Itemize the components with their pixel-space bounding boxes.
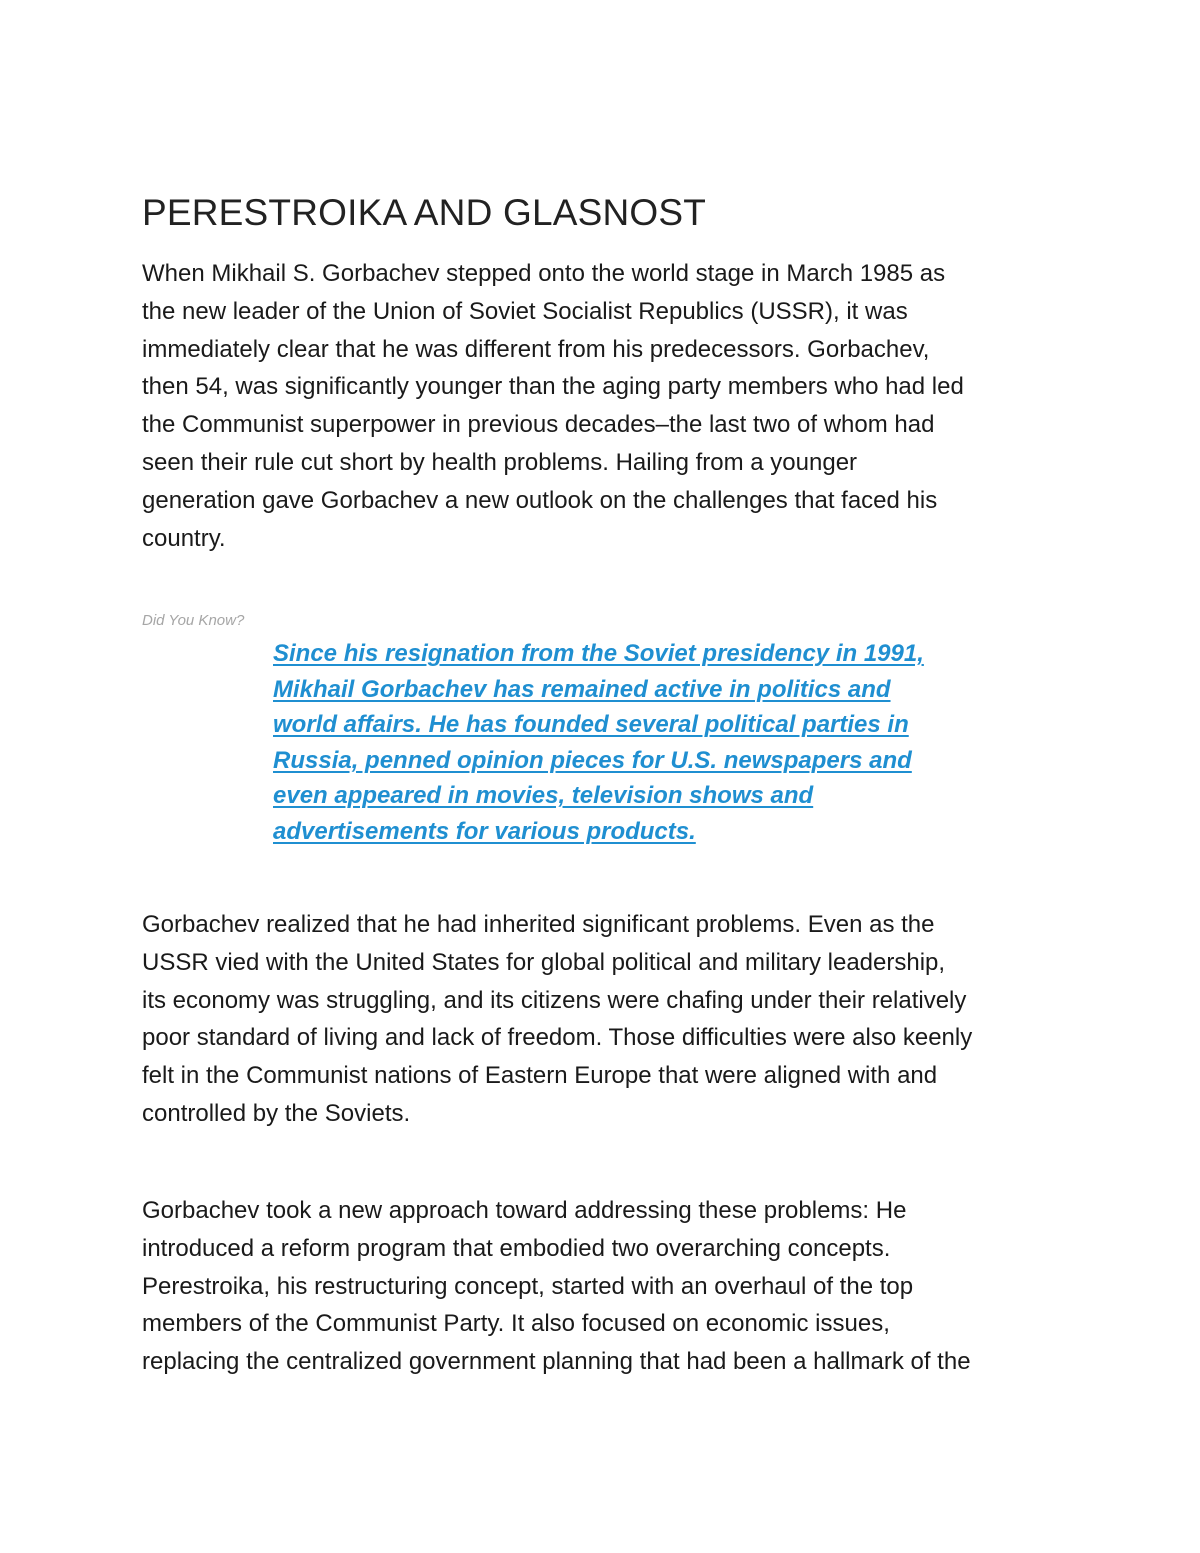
paragraph-line: Gorbachev realized that he had inherited significant problems. Even as the	[142, 911, 935, 938]
paragraph-line: immediately clear that he was different from his predecessors. Gorbachev,	[142, 335, 930, 363]
paragraph-line: felt in the Communist nations of Eastern Europe that were aligned with and	[142, 1062, 938, 1090]
paragraph-line: replacing the centralized government planning that had been a hallmark of the	[142, 1348, 971, 1376]
callout-line: Since his resignation from the Soviet presidency in 1991,	[273, 640, 924, 667]
callout-line: Russia, penned opinion pieces for U.S. newspapers and	[273, 746, 912, 774]
paragraph-intro	[142, 255, 964, 557]
paragraph-line: the new leader of the Union of Soviet Socialist Republics (USSR), it was	[142, 297, 908, 325]
paragraph-line: USSR vied with the United States for global political and military leadership,	[142, 948, 946, 976]
paragraph-line: introduced a reform program that embodied two overarching concepts.	[142, 1234, 891, 1262]
paragraph-line: the Communist superpower in previous decades–the last two of whom had	[142, 411, 935, 439]
callout-line: Mikhail Gorbachev has remained active in politics and	[273, 675, 891, 703]
did-you-know-link[interactable]	[273, 636, 924, 849]
paragraph-line: Perestroika, his restructuring concept, started with an overhaul of the top	[142, 1272, 914, 1300]
document-title: PERESTROIKA AND GLASNOST	[142, 192, 707, 233]
paragraph-line: members of the Communist Party. It also focused on economic issues,	[142, 1310, 890, 1338]
paragraph-line: generation gave Gorbachev a new outlook on the challenges that faced his	[142, 486, 938, 514]
paragraph-line: seen their rule cut short by health problems. Hailing from a younger	[142, 448, 858, 476]
paragraph-line: controlled by the Soviets.	[142, 1099, 411, 1127]
paragraph-line: Gorbachev took a new approach toward addressing these problems: He	[142, 1197, 907, 1224]
paragraph-line: When Mikhail S. Gorbachev stepped onto the world stage in March 1985 as	[142, 260, 946, 287]
paragraph-line: country.	[142, 524, 226, 552]
paragraph-line: poor standard of living and lack of freedom. Those difficulties were also keenly	[142, 1024, 973, 1052]
paragraph-line: then 54, was significantly younger than the aging party members who had led	[142, 373, 964, 401]
callout-line: even appeared in movies, television shows and	[273, 782, 814, 809]
paragraph-line: its economy was struggling, and its citizens were chafing under their relatively	[142, 986, 967, 1014]
did-you-know-label: Did You Know?	[142, 612, 245, 629]
callout-line: advertisements for various products.	[273, 817, 696, 845]
paragraph-problems	[142, 906, 972, 1133]
callout-line: world affairs. He has founded several political parties in	[273, 711, 909, 738]
paragraph-reforms	[142, 1192, 971, 1381]
